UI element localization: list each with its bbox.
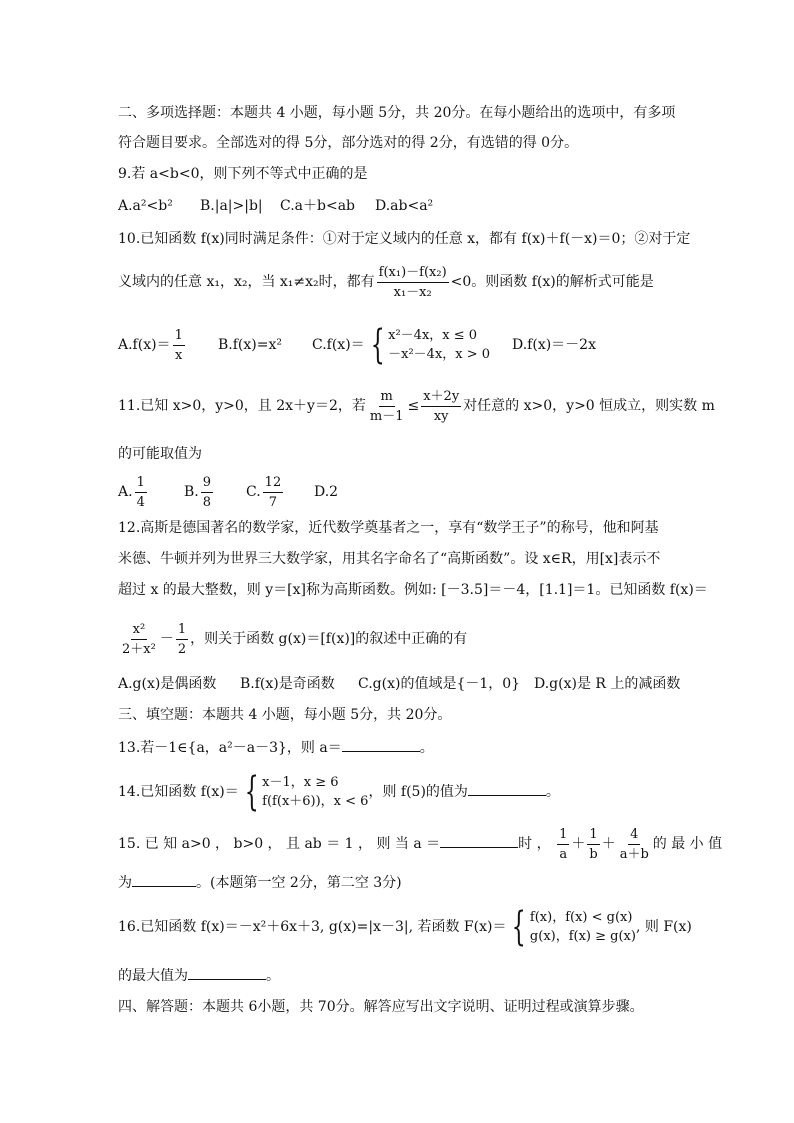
q11-leq: ≤ (407, 398, 420, 414)
q11-m-den: m－1 (369, 408, 404, 424)
q10-option-a (118, 325, 187, 365)
left-brace-icon: { (512, 904, 527, 950)
q15-t1-fraction (557, 826, 569, 863)
q12-f-num: x² (131, 621, 148, 640)
q11-a-den: 4 (136, 494, 145, 510)
q11-a-pre: A. (118, 484, 133, 500)
q10-c-cases (365, 322, 491, 368)
left-brace-icon: { (244, 769, 259, 815)
q16-line2 (118, 965, 280, 986)
q11-option-a (118, 472, 149, 512)
q12-option-d: D.g(x)是 R 上的减函数 (534, 676, 681, 692)
q11-m-fraction (368, 388, 406, 425)
q15-t3-den: a＋b (619, 846, 649, 862)
q15-t3-fraction (618, 826, 651, 863)
q12-line4 (118, 617, 467, 661)
q12-f-den: 2＋x² (122, 641, 156, 657)
q15-line2-pre: 为 (118, 875, 132, 891)
left-brace-icon: { (370, 322, 385, 368)
q12-option-b: B.f(x)是奇函数 (240, 676, 335, 692)
q11-option-d: D.2 (314, 484, 339, 500)
q15-post: 的 最 小 值 (652, 836, 723, 852)
q10-c-case2: －x²－4x，x > 0 (388, 347, 491, 362)
q15-line2-post: 。(本题第一空 2分，第二空 3分) (196, 875, 402, 891)
q11-option-b (184, 472, 215, 512)
q11-b-pre: B. (184, 484, 199, 500)
q10-option-b: B.f(x)=x² (218, 337, 282, 353)
q11-c-den: 7 (268, 494, 278, 510)
q12-h-num: 1 (176, 621, 188, 640)
q11-c-fraction (263, 474, 284, 511)
q10-option-c (312, 323, 490, 367)
q15-t1-den: a (559, 846, 568, 862)
q15-t1-num: 1 (557, 826, 569, 845)
q16-case1: f(x)，f(x) < g(x) (529, 910, 633, 925)
q10-a-den: x (175, 347, 183, 363)
q15-t3-num: 4 (628, 826, 640, 845)
q14-end: 。 (545, 784, 560, 800)
q10-frac-den: x₁－x₂ (393, 284, 432, 300)
q15-answer-blank-2[interactable] (132, 872, 196, 887)
q11-m-num: m (379, 388, 395, 407)
q10-option-d: D.f(x)＝－2x (512, 337, 596, 353)
section-4-heading: 四、解答题：本题共 6小题，共 70分。解答应写出文字说明、证明过程或演算步骤。 (118, 999, 644, 1015)
q10-a-pre: A.f(x)＝ (118, 337, 171, 353)
q12-f-fraction (120, 621, 158, 658)
q11-a-fraction (135, 474, 147, 511)
q10-fraction (377, 264, 449, 301)
q10-a-fraction (173, 327, 185, 364)
q12-option-a: A.g(x)是偶函数 (118, 676, 217, 692)
q12-line1: 12.高斯是德国著名的数学家，近代数学奠基者之一，享有“数学王子”的称号，他和阿基 (118, 520, 659, 536)
q11-line2: 的可能取值为 (118, 446, 202, 462)
q15-mid: 时 ， (518, 836, 551, 852)
q16 (118, 903, 692, 951)
q14 (118, 768, 560, 816)
q15 (118, 824, 722, 864)
q9-stem: 9.若 a<b<0，则下列不等式中正确的是 (118, 166, 368, 182)
q14-cases (239, 769, 369, 815)
q16-pre: 16.已知函数 f(x)＝－x²＋6x＋3, g(x)=|x－3|, 若函数 F(x)＝ (118, 919, 507, 935)
section-3-heading: 三、填空题：本题共 4 小题，每小题 5分，共 20分。 (118, 707, 452, 723)
q13 (118, 737, 434, 758)
q15-t2-den: b (589, 846, 598, 862)
q11-option-c (246, 472, 285, 512)
q11-r-den: xy (433, 408, 449, 424)
q10-a-num: 1 (173, 327, 185, 346)
q12-option-c: C.g(x)的值域是{－1，0} (358, 676, 521, 692)
q11-stem (118, 386, 715, 426)
q16-post: , 则 F(x) (635, 919, 692, 935)
q11-a-num: 1 (135, 474, 147, 493)
q9-option-c: C.a＋b<ab (280, 198, 356, 214)
q16-line2-pre: 的最大值为 (118, 968, 188, 984)
q12-line3: 超过 x 的最大整数，则 y＝[x]称为高斯函数。例如: [－3.5]＝－4，[1.1]＝1。已知函数 f(x)＝ (118, 582, 708, 598)
q10-c-pre: C.f(x)＝ (312, 337, 365, 353)
q16-cases (506, 904, 636, 950)
q15-line2 (118, 872, 402, 893)
q11-b-den: 8 (202, 494, 212, 510)
q11-c-pre: C. (246, 484, 261, 500)
q10-frac-num: f(x₁)－f(x₂) (377, 264, 449, 283)
q13-pre: 13.若－1∈{a，a²－a－3}，则 a＝ (118, 740, 342, 756)
q12-minus: － (159, 631, 174, 647)
q15-pre: 15. 已 知 a>0 ， b>0 ， 且 ab ＝ 1 ， 则 当 a ＝ (118, 836, 441, 852)
q11-r-num: x＋2y (421, 388, 461, 407)
q11-c-num: 12 (263, 474, 284, 493)
q11-post: 对任意的 x>0，y>0 恒成立，则实数 m (463, 398, 715, 414)
q10-line1: 10.已知函数 f(x)同时满足条件：①对于定义域内的任意 x，都有 f(x)＋f(－x)＝0；②对于定 (118, 231, 691, 247)
q10-line2-post: <0。则函数 f(x)的解析式可能是 (450, 274, 654, 290)
q16-case2: g(x)，f(x) ≥ g(x) (529, 929, 636, 944)
q14-post: ，则 f(5)的值为 (368, 784, 468, 800)
q15-plus1: ＋ (571, 836, 586, 852)
q15-t2-fraction (587, 826, 599, 863)
q13-answer-blank[interactable] (342, 737, 420, 752)
q10-line2-pre: 义域内的任意 x₁，x₂，当 x₁≠x₂时，都有 (118, 274, 375, 290)
q9-option-d: D.ab<a² (375, 198, 434, 214)
section-2-heading-cont: 符合题目要求。全部选对的得 5分，部分选对的得 2分，有选错的得 0分。 (118, 135, 579, 151)
q12-line2: 米德、牛顿并列为世界三大数学家，用其名字命名了“高斯函数”。设 x∈R，用[x]表示不 (118, 551, 661, 567)
q12-h-den: 2 (177, 641, 187, 657)
q10-c-case1: x²－4x，x ≤ 0 (388, 328, 478, 343)
q13-post: 。 (419, 740, 434, 756)
q11-b-fraction (201, 474, 213, 511)
q14-case1: x－1，x ≥ 6 (262, 775, 339, 790)
q15-t2-num: 1 (587, 826, 599, 845)
q11-pre: 11.已知 x>0，y>0，且 2x＋y＝2，若 (118, 398, 366, 414)
q12-half-fraction (176, 621, 188, 658)
q10-line2 (118, 262, 654, 302)
q9-option-a: A.a²<b² (118, 198, 173, 214)
q16-line2-post: 。 (266, 968, 280, 984)
q14-case2: f(f(x＋6))，x < 6 (262, 794, 369, 809)
q11-b-num: 9 (201, 474, 213, 493)
q15-answer-blank-1[interactable] (440, 833, 518, 848)
section-2-heading: 二、多项选择题：本题共 4 小题，每小题 5分，共 20分。在每小题给出的选项中，有多项 (118, 105, 676, 121)
q14-pre: 14.已知函数 f(x)＝ (118, 784, 239, 800)
q14-answer-blank[interactable] (468, 781, 546, 796)
q15-plus2: ＋ (601, 836, 616, 852)
q16-answer-blank[interactable] (188, 965, 266, 980)
q9-option-b: B.|a|>|b| (200, 198, 263, 214)
q12-post: ，则关于函数 g(x)＝[f(x)]的叙述中正确的有 (190, 631, 468, 647)
q11-r-fraction (421, 388, 461, 425)
